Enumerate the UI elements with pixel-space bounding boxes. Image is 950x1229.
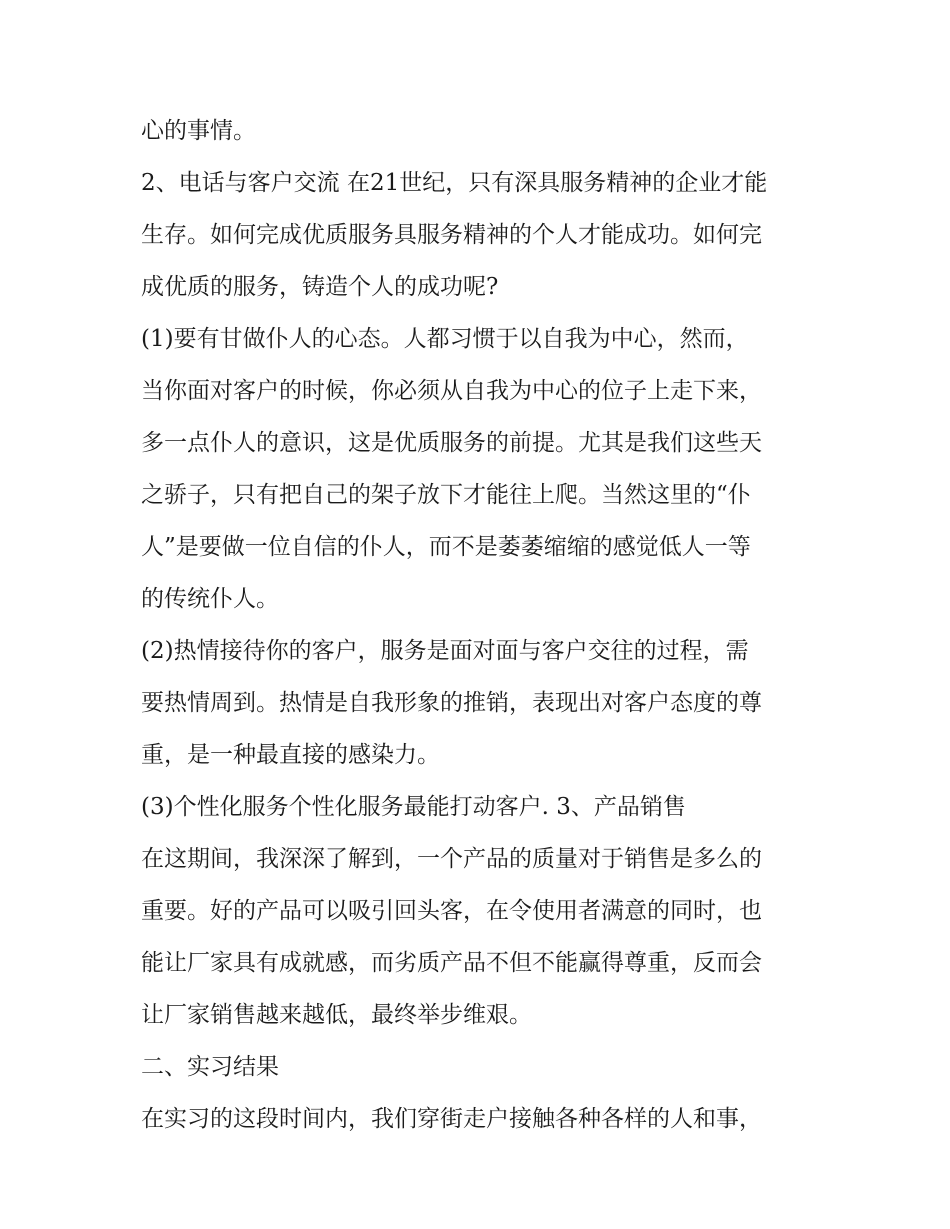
text-line: 心的事情。 [141,118,256,144]
text-line: (2)热情接待你的客户，服务是面对面与客户交往的过程，需 [141,638,749,664]
text-line: 人”是要做一位自信的仆人，而不是萎萎缩缩的感觉低人一等 [141,534,751,560]
text-line: 能让厂家具有成就感，而劣质产品不但不能赢得尊重，反而会 [141,950,762,976]
text-line: 在实习的这段时间内，我们穿街走户接触各种各样的人和事， [141,1106,762,1132]
text-line: (3)个性化服务个性化服务最能打动客户. 3、产品销售 [141,794,686,820]
text-line: 2、电话与客户交流 在21世纪，只有深具服务精神的企业才能 [141,170,768,196]
text-line: 重要。好的产品可以吸引回头客，在令使用者满意的同时，也 [141,898,762,924]
text-line: 要热情周到。热情是自我形象的推销，表现出对客户态度的尊 [141,690,762,716]
text-line: 重，是一种最直接的感染力。 [141,742,440,768]
text-line: 在这期间，我深深了解到，一个产品的质量对于销售是多么的 [141,846,762,872]
text-line: 多一点仆人的意识，这是优质服务的前提。尤其是我们这些天 [141,430,762,456]
section-heading: 二、实习结果 [141,1054,279,1080]
text-line: (1)要有甘做仆人的心态。人都习惯于以自我为中心，然而， [141,326,749,352]
text-line: 之骄子，只有把自己的架子放下才能往上爬。当然这里的“仆 [141,482,751,508]
text-line: 让厂家销售越来越低，最终举步维艰。 [141,1002,532,1028]
text-line: 当你面对客户的时候，你必须从自我为中心的位子上走下来， [141,378,762,404]
body-text [141,105,821,1145]
text-line: 生存。如何完成优质服务具服务精神的个人才能成功。如何完 [141,222,762,248]
text-line: 成优质的服务，铸造个人的成功呢? [141,274,499,300]
text-line: 的传统仆人。 [141,586,279,612]
